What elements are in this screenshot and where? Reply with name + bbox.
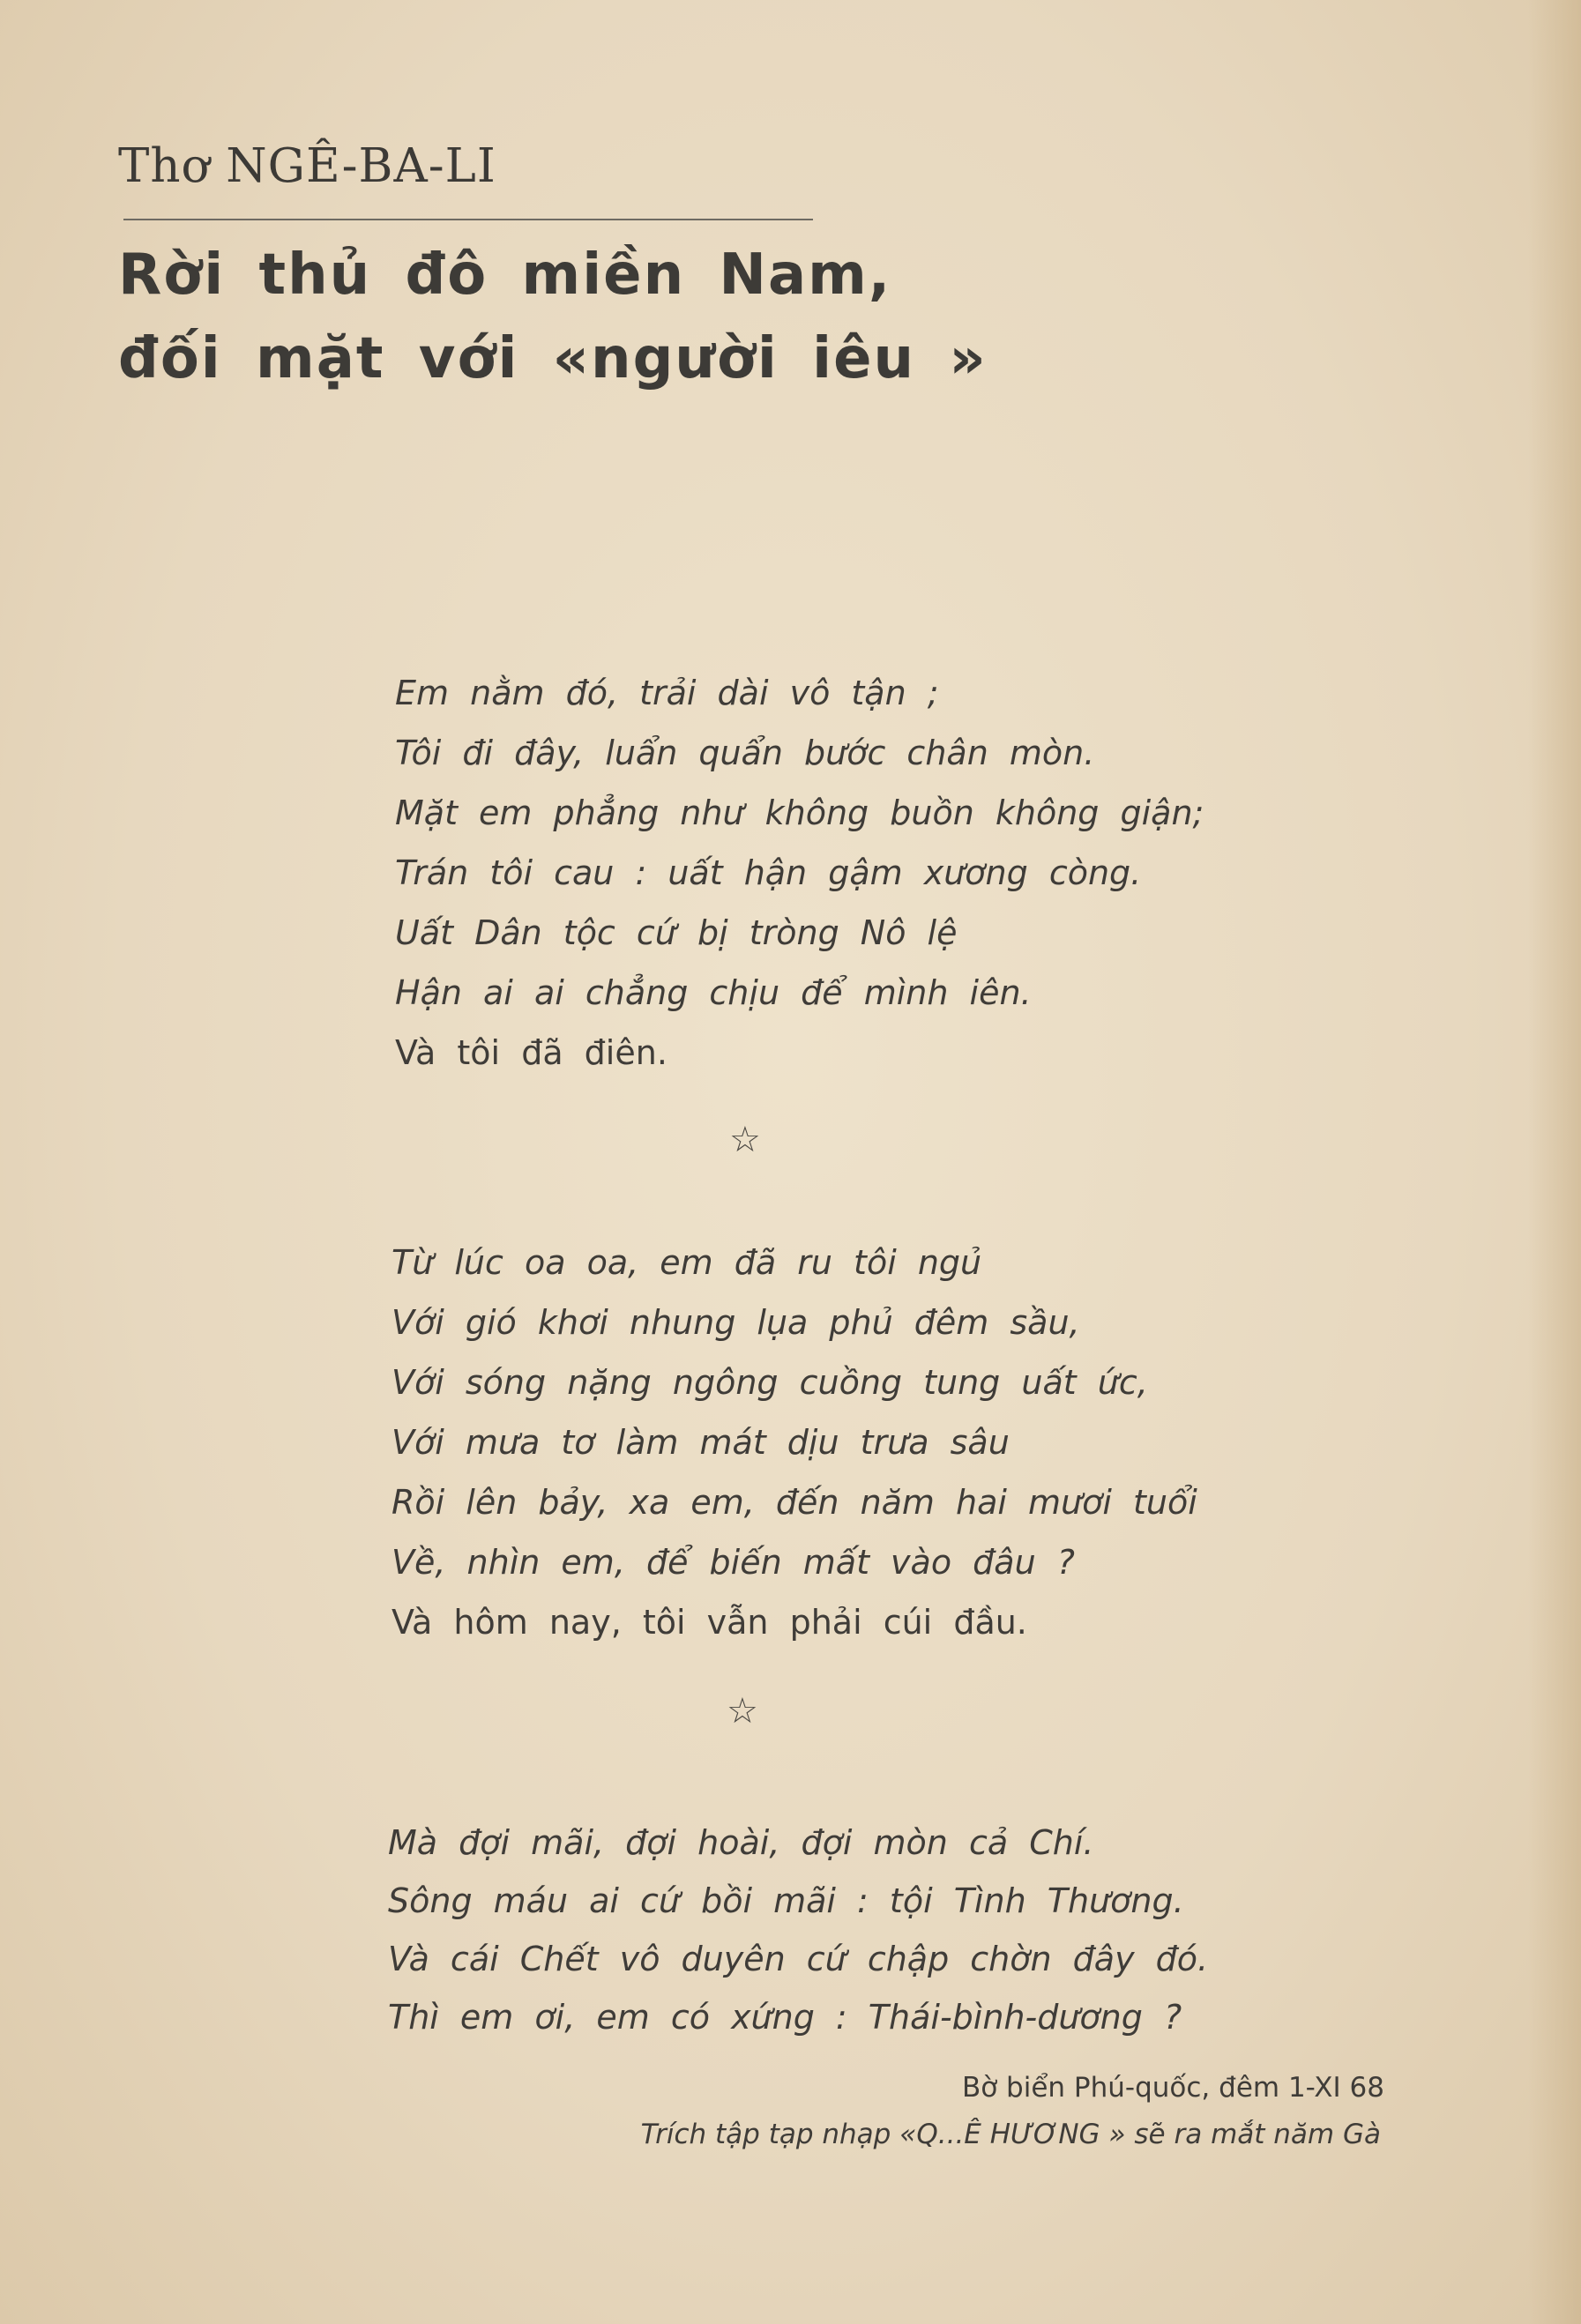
stanza-3-line-2: Sông máu ai cứ bồi mãi : tội Tình Thương. (388, 1881, 1184, 1920)
stanza-1-line-6: Hận ai ai chẳng chịu để mình iên. (395, 973, 1032, 1012)
stanza-3-line-1: Mà đợi mãi, đợi hoài, đợi mòn cả Chí. (388, 1823, 1094, 1862)
star-separator-icon: ☆ (729, 1120, 761, 1160)
stanza-1-line-5: Uất Dân tộc cứ bị tròng Nô lệ (395, 913, 958, 952)
stanza-2-line-3: Với sóng nặng ngông cuồng tung uất ức, (392, 1363, 1148, 1402)
excerpt-note: Trích tập tạp nhạp «Q...Ê HƯƠNG » sẽ ra mắt năm Gà (640, 2119, 1381, 2150)
star-separator-icon: ☆ (727, 1691, 758, 1732)
stanza-2-line-2: Với gió khơi nhung lụa phủ đêm sầu, (392, 1303, 1080, 1342)
stanza-3-line-4: Thì em ơi, em có xứng : Thái-bình-dương ? (388, 1998, 1182, 2037)
stanza-1-line-4: Trán tôi cau : uất hận gậm xương còng. (395, 853, 1142, 892)
stanza-2-line-6: Về, nhìn em, để biến mất vào đâu ? (392, 1543, 1075, 1582)
poem-title-line-2: đối mặt với «người iêu » (118, 326, 988, 391)
place-date-signature: Bờ biển Phú-quốc, đêm 1-XI 68 (961, 2072, 1384, 2104)
page-edge-shading (1528, 0, 1581, 2324)
author-byline: Thơ NGÊ-BA-LI (118, 139, 496, 193)
stanza-2-line-4: Với mưa tơ làm mát dịu trưa sâu (392, 1423, 1010, 1462)
stanza-2-line-5: Rồi lên bảy, xa em, đến năm hai mươi tuổi (392, 1483, 1197, 1522)
stanza-2-line-7: Và hôm nay, tôi vẫn phải cúi đầu. (392, 1603, 1027, 1642)
poem-title-line-1: Rời thủ đô miền Nam, (118, 242, 892, 308)
stanza-1-line-1: Em nằm đó, trải dài vô tận ; (395, 674, 939, 712)
title-divider (123, 219, 813, 220)
stanza-3-line-3: Và cái Chết vô duyên cứ chập chờn đây đó. (388, 1940, 1209, 1978)
stanza-1-line-7: Và tôi đã điên. (395, 1033, 667, 1072)
poem-title (118, 234, 988, 401)
stanza-1-line-2: Tôi đi đây, luẩn quẩn bước chân mòn. (395, 734, 1095, 772)
stanza-1-line-3: Mặt em phẳng như không buồn không giận; (395, 793, 1204, 832)
stanza-2-line-1: Từ lúc oa oa, em đã ru tôi ngủ (392, 1243, 982, 1282)
